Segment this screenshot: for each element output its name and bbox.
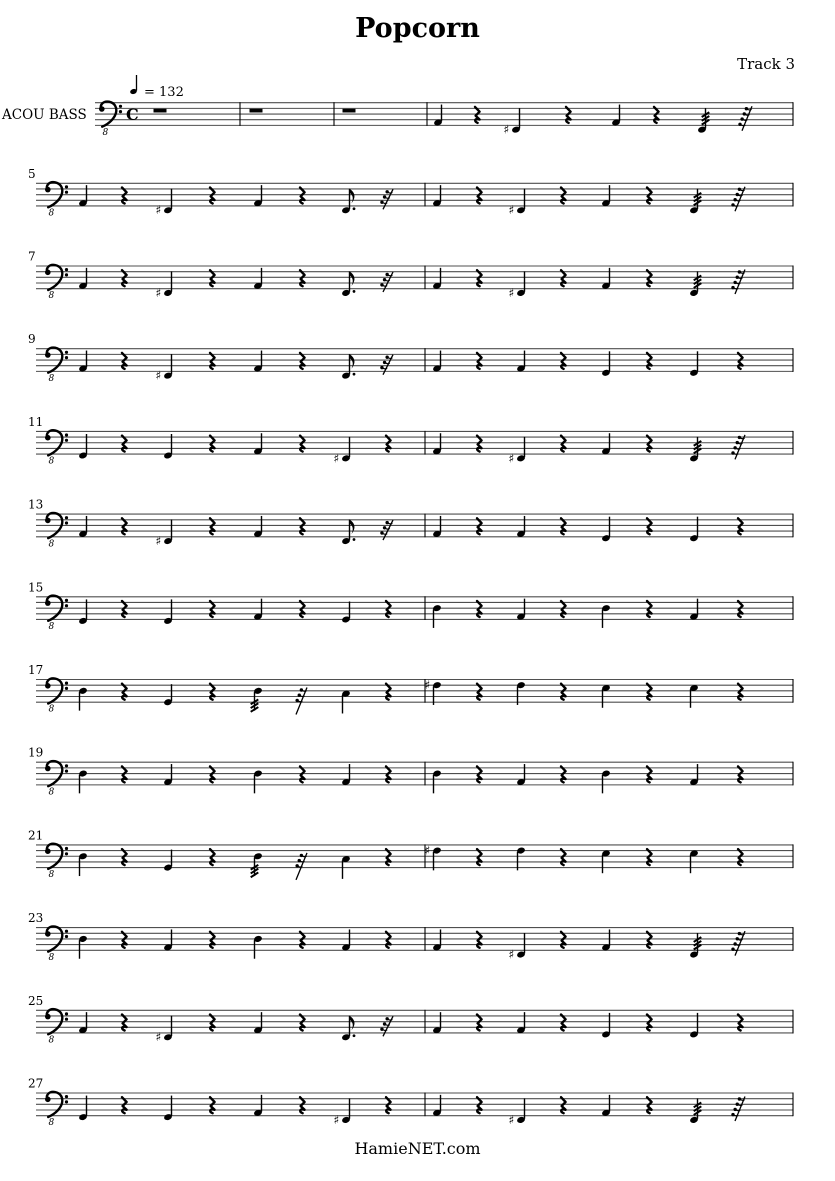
- rest-q: [210, 684, 215, 700]
- svg-text:♯: ♯: [503, 122, 510, 137]
- note: [156, 354, 173, 383]
- note: [432, 770, 441, 794]
- rest-q: [654, 107, 659, 123]
- page-title: Popcorn: [355, 13, 480, 44]
- rest-q: [477, 436, 482, 452]
- rest-q: [122, 353, 127, 369]
- note: [156, 189, 173, 218]
- rest-q: [647, 849, 652, 865]
- note: [689, 1013, 698, 1038]
- note: [78, 599, 87, 624]
- rest-q: [647, 436, 652, 452]
- rest-q: [647, 684, 652, 700]
- note: [78, 935, 87, 959]
- rest-q: [210, 353, 215, 369]
- rest-q: [122, 849, 127, 865]
- note: [334, 437, 351, 466]
- rest-q: [738, 766, 743, 782]
- rest-q: [738, 1015, 743, 1031]
- rest-q: [561, 684, 566, 700]
- staff-system-m19: [28, 746, 793, 798]
- note: [156, 271, 173, 300]
- rest-q: [300, 353, 305, 369]
- rest-q: [561, 188, 566, 204]
- svg-text:♯: ♯: [508, 203, 515, 218]
- svg-text:11: 11: [28, 414, 44, 429]
- note: [341, 189, 355, 214]
- rest-x16: [295, 688, 307, 715]
- rest-x16: [738, 106, 752, 131]
- rest-q: [300, 270, 305, 286]
- svg-text:♯: ♯: [508, 451, 515, 466]
- instrument-label: [1, 107, 87, 123]
- note: [253, 935, 262, 959]
- svg-text:♯: ♯: [508, 285, 515, 300]
- rest-q: [561, 518, 566, 534]
- note: [689, 271, 701, 296]
- rest-x16: [731, 435, 745, 460]
- rest-q: [647, 1015, 652, 1031]
- staff-system-m9: [28, 332, 793, 384]
- rest-w: [250, 109, 263, 113]
- rest-w: [154, 109, 167, 113]
- measure-number: [28, 911, 43, 925]
- note: [689, 684, 698, 708]
- rest-x16: [731, 187, 745, 212]
- svg-text:21: 21: [28, 828, 44, 843]
- svg-text:ACOU BASS: ACOU BASS: [2, 107, 87, 124]
- rest-q: [738, 353, 743, 369]
- measure-number: [28, 250, 36, 264]
- rest-x16: [295, 853, 307, 880]
- svg-text:15: 15: [28, 580, 44, 595]
- note: [601, 849, 610, 873]
- rest-q: [210, 766, 215, 782]
- note: [341, 271, 355, 296]
- svg-text:7: 7: [28, 249, 36, 264]
- staff-system-m1: [95, 102, 793, 138]
- rest-q: [122, 518, 127, 534]
- rest-q: [210, 270, 215, 286]
- svg-text:13: 13: [28, 497, 44, 512]
- rest-x16: [731, 270, 745, 295]
- svg-text:♯: ♯: [155, 534, 162, 549]
- note: [156, 1016, 173, 1045]
- rest-w: [343, 109, 356, 113]
- note: [689, 437, 701, 462]
- rest-q: [386, 1097, 391, 1113]
- svg-text:8: 8: [48, 704, 55, 715]
- rest-q: [477, 766, 482, 782]
- note: [689, 189, 701, 214]
- svg-text:8: 8: [102, 127, 109, 138]
- svg-text:8: 8: [48, 456, 55, 467]
- note: [425, 844, 442, 871]
- note: [78, 770, 87, 794]
- rest-q: [561, 849, 566, 865]
- svg-text:8: 8: [48, 1118, 55, 1129]
- note: [163, 599, 172, 624]
- svg-text:27: 27: [28, 1076, 44, 1091]
- rest-q: [477, 1097, 482, 1113]
- rest-q: [122, 684, 127, 700]
- staff-system-m15: [28, 580, 793, 632]
- rest-q: [647, 188, 652, 204]
- staff-system-m5: [28, 167, 793, 219]
- measure-number: [28, 663, 43, 677]
- note: [509, 437, 526, 466]
- svg-text:C: C: [126, 105, 139, 125]
- rest-q: [386, 766, 391, 782]
- note: [689, 517, 698, 542]
- rest-q: [122, 436, 127, 452]
- svg-text:♯: ♯: [508, 1112, 515, 1127]
- svg-text:23: 23: [28, 911, 44, 926]
- rest-q: [386, 932, 391, 948]
- svg-text:9: 9: [28, 332, 36, 347]
- rest-q: [561, 932, 566, 948]
- note: [509, 933, 526, 962]
- staff-system-m13: [28, 498, 793, 550]
- rest-x16: [731, 931, 745, 956]
- staff-system-m21: [28, 828, 793, 880]
- rest-q: [122, 1097, 127, 1113]
- note: [425, 678, 442, 705]
- svg-text:5: 5: [28, 166, 36, 181]
- svg-text:17: 17: [28, 663, 44, 677]
- rest-q: [300, 766, 305, 782]
- rest-q: [386, 436, 391, 452]
- rest-q: [122, 188, 127, 204]
- note: [509, 271, 526, 300]
- svg-text:= 132: = 132: [144, 85, 184, 100]
- svg-text:♯: ♯: [155, 285, 162, 300]
- measure-number: [28, 498, 43, 512]
- staff-system-m25: [28, 994, 793, 1046]
- rest-q: [386, 684, 391, 700]
- note: [334, 1098, 351, 1127]
- measure-number: [28, 828, 43, 842]
- rest-q: [477, 849, 482, 865]
- rest-q: [738, 849, 743, 865]
- rest-q: [738, 684, 743, 700]
- rest-q: [210, 518, 215, 534]
- note: [163, 684, 172, 706]
- note: [341, 1016, 355, 1041]
- staff-system-m23: [28, 911, 793, 963]
- note: [78, 434, 87, 459]
- svg-text:8: 8: [48, 952, 55, 963]
- rest-q: [647, 932, 652, 948]
- rest-q: [300, 1015, 305, 1031]
- rest-q: [561, 1015, 566, 1031]
- svg-text:♯: ♯: [333, 451, 340, 466]
- svg-text:8: 8: [48, 208, 55, 219]
- rest-q: [647, 601, 652, 617]
- measure-number: [28, 580, 43, 594]
- svg-text:8: 8: [48, 621, 55, 632]
- svg-text:♯: ♯: [155, 1030, 162, 1045]
- rest-q: [210, 601, 215, 617]
- note: [341, 354, 355, 379]
- note: [504, 108, 521, 137]
- rest-q: [300, 436, 305, 452]
- svg-text:8: 8: [48, 373, 55, 384]
- svg-text:♯: ♯: [424, 678, 431, 693]
- measure-number: [28, 1077, 43, 1091]
- svg-text:25: 25: [28, 993, 44, 1008]
- rest-q: [122, 1015, 127, 1031]
- rest-q: [300, 932, 305, 948]
- rest-q: [300, 188, 305, 204]
- rest-q: [386, 601, 391, 617]
- rest-q: [477, 1015, 482, 1031]
- note: [689, 933, 701, 958]
- rest-q: [477, 270, 482, 286]
- rest-q: [647, 766, 652, 782]
- rest-q: [477, 518, 482, 534]
- svg-text:♯: ♯: [424, 843, 431, 858]
- note: [341, 601, 350, 623]
- note: [601, 604, 610, 628]
- svg-text:♯: ♯: [333, 1112, 340, 1127]
- rest-q: [210, 1097, 215, 1113]
- note: [163, 1096, 172, 1121]
- rest-q: [122, 932, 127, 948]
- rest-q: [561, 1097, 566, 1113]
- staff-system-m27: [28, 1077, 793, 1129]
- note: [78, 687, 87, 711]
- rest-q: [210, 1015, 215, 1031]
- rest-q: [300, 1097, 305, 1113]
- rest-q: [561, 601, 566, 617]
- rest-q: [647, 270, 652, 286]
- rest-q: [300, 601, 305, 617]
- svg-text:8: 8: [48, 1035, 55, 1046]
- svg-text:8: 8: [48, 870, 55, 881]
- svg-text:8: 8: [48, 787, 55, 798]
- note: [341, 690, 350, 714]
- note: [697, 108, 709, 133]
- note: [163, 434, 172, 459]
- rest-q: [647, 518, 652, 534]
- rest-q: [566, 107, 571, 123]
- note: [516, 847, 525, 871]
- rest-q: [210, 932, 215, 948]
- note: [601, 1013, 610, 1038]
- rest-q: [210, 849, 215, 865]
- note: [253, 770, 262, 794]
- svg-text:♯: ♯: [155, 368, 162, 383]
- note: [601, 684, 610, 708]
- rest-x16: [731, 1097, 745, 1122]
- rest-q: [122, 601, 127, 617]
- rest-q: [122, 766, 127, 782]
- rest-q: [561, 270, 566, 286]
- rest-q: [738, 518, 743, 534]
- svg-text:19: 19: [28, 745, 44, 760]
- note: [689, 1098, 701, 1123]
- note: [432, 604, 441, 628]
- rest-q: [561, 766, 566, 782]
- rest-q: [477, 188, 482, 204]
- note: [601, 770, 610, 794]
- rest-q: [738, 601, 743, 617]
- rest-q: [300, 518, 305, 534]
- note: [689, 849, 698, 873]
- measure-number: [28, 746, 43, 760]
- note: [689, 351, 698, 376]
- note: [509, 189, 526, 218]
- svg-text:8: 8: [48, 539, 55, 550]
- note: [516, 681, 525, 705]
- rest-q: [561, 353, 566, 369]
- track-label: Track 3: [737, 55, 795, 73]
- rest-q: [475, 107, 480, 123]
- tempo-mark: [129, 75, 183, 100]
- rest-q: [647, 1097, 652, 1113]
- rest-q: [647, 353, 652, 369]
- rest-q: [210, 436, 215, 452]
- note: [156, 520, 173, 549]
- staff-system-m11: [28, 415, 793, 467]
- note: [601, 351, 610, 376]
- staff-system-m7: [28, 250, 793, 302]
- note: [509, 1098, 526, 1127]
- svg-text:♯: ♯: [155, 203, 162, 218]
- rest-q: [477, 932, 482, 948]
- rest-q: [477, 684, 482, 700]
- svg-text:8: 8: [48, 291, 55, 302]
- note: [78, 1096, 87, 1121]
- rest-q: [477, 601, 482, 617]
- staff-system-m17: [28, 663, 793, 715]
- rest-q: [386, 849, 391, 865]
- svg-text:♯: ♯: [508, 947, 515, 962]
- rest-q: [561, 436, 566, 452]
- measure-number: [28, 167, 36, 181]
- measure-number: [28, 415, 43, 429]
- note: [163, 850, 172, 872]
- rest-q: [210, 188, 215, 204]
- note: [341, 855, 350, 879]
- measure-number: [28, 994, 43, 1008]
- rest-q: [477, 353, 482, 369]
- footer-site-label: HamieNET.com: [354, 1139, 481, 1158]
- rest-q: [122, 270, 127, 286]
- note: [341, 520, 355, 545]
- note: [601, 517, 610, 542]
- note: [78, 852, 87, 876]
- measure-number: [28, 332, 36, 346]
